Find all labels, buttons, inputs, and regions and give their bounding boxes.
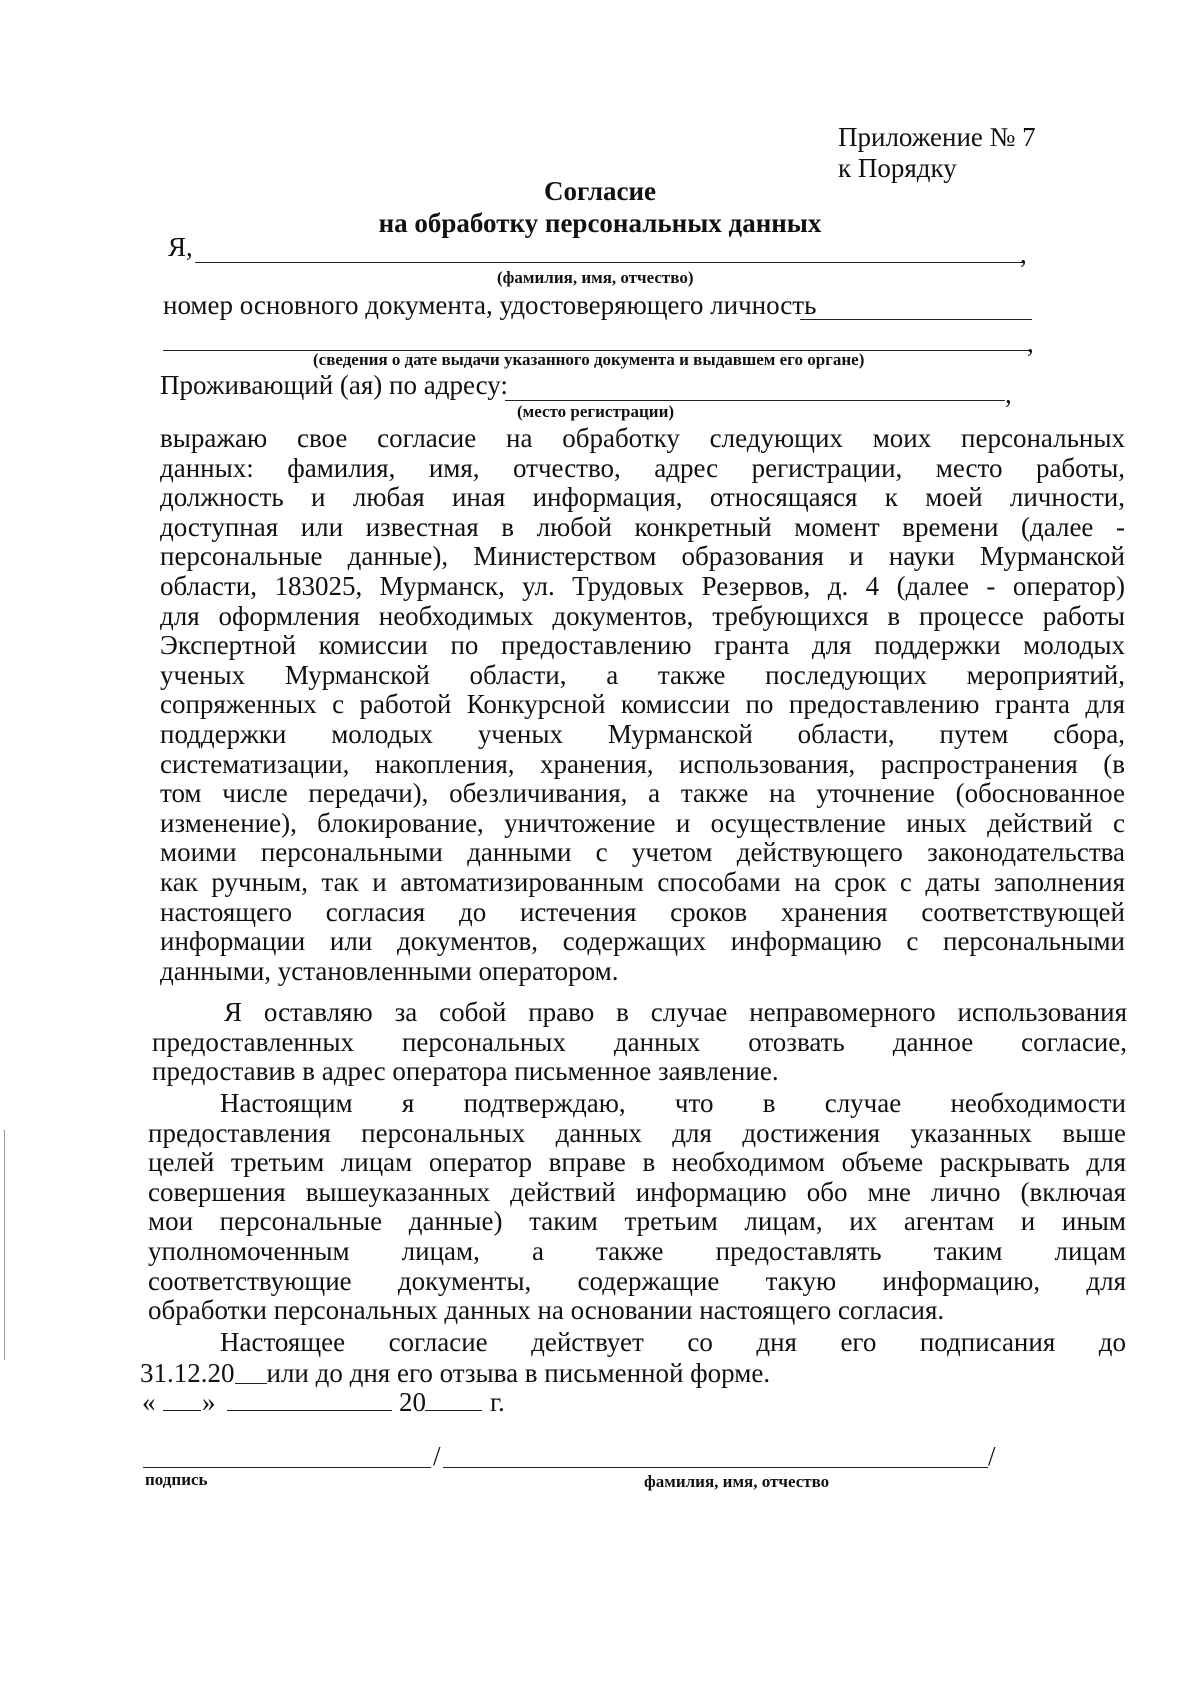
date-year-prefix: 20 xyxy=(399,1387,426,1417)
date-month-fill[interactable] xyxy=(227,1410,392,1411)
document-title: Согласие xyxy=(543,176,657,206)
date-open-quote: « xyxy=(142,1387,156,1417)
paragraph-line: совершения вышеуказанных действий информацию обо мне лично (включая xyxy=(148,1176,1126,1207)
paragraph-line: данными, установленными оператором. xyxy=(160,955,619,986)
paragraph-line: информации или документов, содержащих информацию с персональными xyxy=(160,926,1125,957)
paragraph-line: предоставления персональных данных для достижения указанных выше xyxy=(148,1117,1126,1148)
signature-slash: / xyxy=(433,1441,441,1471)
signature-name-fill-line[interactable] xyxy=(443,1467,988,1468)
paragraph-line: ученых Мурманской области, а также последующих мероприятий, xyxy=(160,659,1125,690)
paragraph-line: настоящего согласия до истечения сроков хранения соответствующей xyxy=(160,896,1125,927)
date-day-fill[interactable] xyxy=(163,1410,201,1411)
date-year-fill[interactable] xyxy=(425,1410,482,1411)
scan-edge-mark xyxy=(4,1130,5,1360)
validity-suffix: или до дня его отзыва в письменной форме. xyxy=(266,1358,771,1388)
address-caption: (место регистрации) xyxy=(517,402,675,421)
address-comma: , xyxy=(1005,379,1012,409)
paragraph-line: Экспертной комиссии по предоставлению гранта для поддержки молодых xyxy=(160,630,1125,661)
paragraph-line: моими персональными данными с учетом действующего законодательства xyxy=(160,837,1125,868)
paragraph-line: предоставленных персональных данных отозвать данное согласие, xyxy=(152,1026,1127,1057)
signature-name-caption: фамилия, имя, отчество xyxy=(644,1472,830,1491)
document-caption: (сведения о дате выдачи указанного документа и выдавшем его органе) xyxy=(313,350,865,369)
document-number-fill-line[interactable] xyxy=(800,319,1032,320)
withdrawal-paragraph xyxy=(152,998,1127,1087)
validity-year-prefix: 31.12.20 xyxy=(140,1358,235,1388)
paragraph-line: изменение), блокирование, уничтожение и осуществление иных действий с xyxy=(160,807,1125,838)
paragraph-line: уполномоченным лицам, а также предоставлять таким лицам xyxy=(148,1235,1126,1266)
paragraph-line: мои персональные данные) таким третьим лицам, их агентам и иным xyxy=(148,1206,1126,1237)
paragraph-line: для оформления необходимых документов, требующихся в процессе работы xyxy=(160,600,1125,631)
date-year-suffix: г. xyxy=(490,1387,505,1417)
validity-line1: Настоящее согласие действует со дня его подписания до xyxy=(220,1327,1126,1357)
paragraph-line: персональные данные), Министерством образования и науки Мурманской xyxy=(160,541,1125,572)
address-fill-line[interactable] xyxy=(505,400,1005,401)
validity-year-fill[interactable] xyxy=(235,1383,267,1384)
paragraph-line: области, 183025, Мурманск, ул. Трудовых Резервов, д. 4 (далее - оператор) xyxy=(160,570,1125,601)
paragraph-line: Настоящим я подтверждаю, что в случае необходимости xyxy=(220,1088,1126,1118)
document-subtitle: на обработку персональных данных xyxy=(378,208,822,238)
paragraph-line: систематизации, накопления, хранения, использования, распространения (в xyxy=(160,748,1125,779)
document-label: номер основного документа, удостоверяющего личность xyxy=(163,290,817,320)
paragraph-line: Я оставляю за собой право в случае неправомерного использования xyxy=(224,997,1127,1027)
paragraph-line: должность и любая иная информация, относящаяся к моей личности, xyxy=(160,482,1125,513)
third-parties-paragraph xyxy=(148,1089,1126,1326)
paragraph-line: том числе передачи), обезличивания, а также на уточнение (обоснованное xyxy=(160,778,1125,809)
paragraph-line: соответствующие документы, содержащие такую информацию, для xyxy=(148,1265,1126,1296)
paragraph-line: сопряженных с работой Конкурсной комиссии по предоставлению гранта для xyxy=(160,689,1125,720)
validity-line2 xyxy=(140,1358,770,1389)
i-label: Я, xyxy=(168,232,193,262)
address-label: Проживающий (ая) по адресу: xyxy=(160,370,508,400)
appendix-reference: к Порядку xyxy=(838,153,957,183)
paragraph-line: выражаю свое согласие на обработку следующих моих персональных xyxy=(160,423,1125,453)
name-comma: , xyxy=(1020,239,1027,269)
date-close-quote: » xyxy=(202,1387,216,1417)
signature-end-slash: / xyxy=(988,1441,996,1471)
document-comma: , xyxy=(1027,328,1034,358)
appendix-number: Приложение № 7 xyxy=(838,122,1036,152)
name-fill-line[interactable] xyxy=(195,262,1025,263)
paragraph-line: данных: фамилия, имя, отчество, адрес регистрации, место работы, xyxy=(160,452,1125,483)
signature-caption: подпись xyxy=(145,1470,208,1489)
paragraph-line: доступная или известная в любой конкретный момент времени (далее - xyxy=(160,511,1125,542)
consent-paragraph xyxy=(160,424,1125,986)
paragraph-line: поддержки молодых ученых Мурманской области, путем сбора, xyxy=(160,718,1125,749)
paragraph-line: как ручным, так и автоматизированным способами на срок с даты заполнения xyxy=(160,866,1125,897)
paragraph-line: целей третьим лицам оператор вправе в необходимом объеме раскрывать для xyxy=(148,1147,1126,1178)
name-caption: (фамилия, имя, отчество) xyxy=(497,268,694,287)
paragraph-line: предоставив в адрес оператора письменное заявление. xyxy=(152,1056,779,1087)
paragraph-line: обработки персональных данных на основании настоящего согласия. xyxy=(148,1295,945,1326)
signature-fill-line[interactable] xyxy=(143,1467,431,1468)
